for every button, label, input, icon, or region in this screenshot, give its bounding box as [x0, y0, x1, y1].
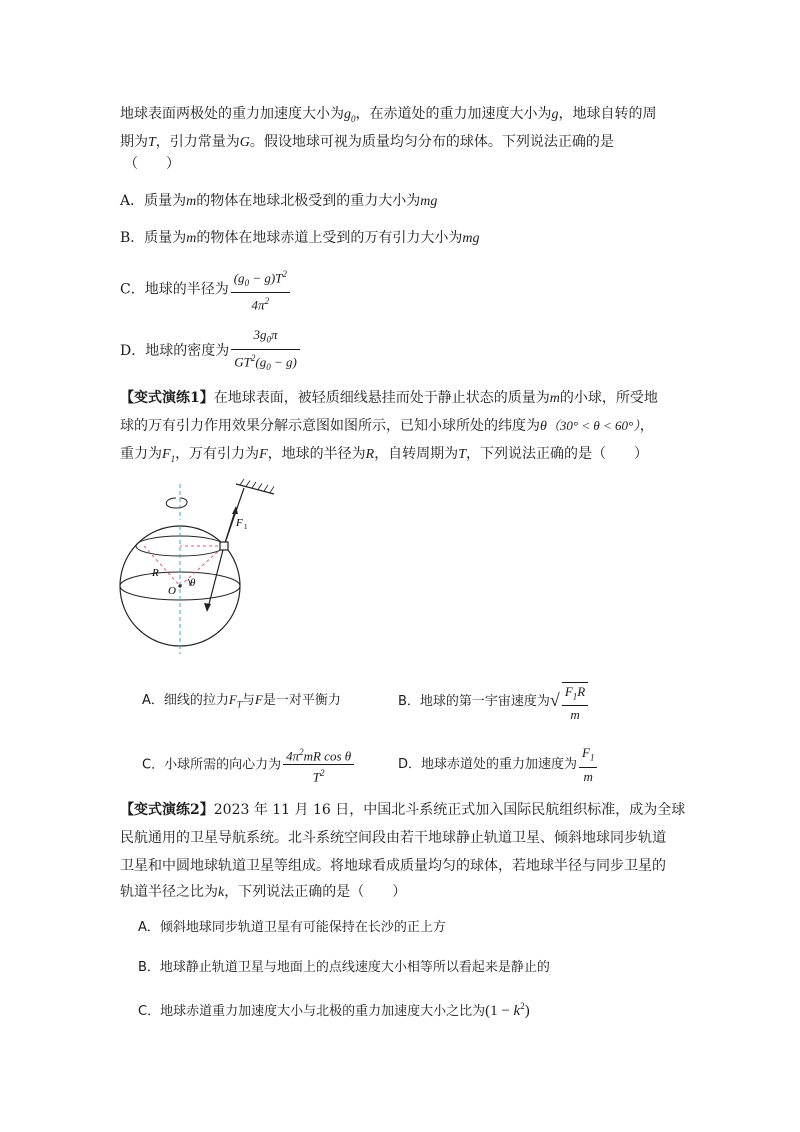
arrowhead-icon [204, 603, 211, 612]
text: 轨道半径之比为 [120, 884, 218, 900]
text: 2023 年 11 月 16 日，中国北斗系统正式加入国际民航组织标准，成为全球 [213, 802, 686, 818]
variant2-option-a[interactable]: A．倾斜地球同步轨道卫星有可能保持在长沙的正上方 [138, 920, 446, 935]
text: C．地球的半径为 [120, 281, 229, 298]
ball [220, 542, 228, 550]
text: ，下列说法正确的是（ ） [224, 884, 407, 900]
formula-first-cosmic-velocity: √ $\frac{F_1R}{m}$ [550, 680, 588, 723]
text: 重力为 [120, 446, 162, 462]
symbol-m: m [186, 194, 197, 209]
variant1-line3 [120, 444, 648, 469]
text: C．地球赤道重力加速度大小与北极的重力加速度大小之比为 [138, 1004, 486, 1019]
formula-equator-gravity: $\frac{F_1}{m}$ [579, 744, 597, 785]
symbol-m: m [549, 391, 560, 406]
earth-force-diagram [114, 476, 294, 656]
text: ，引力常量为 [155, 134, 240, 150]
text: ， [639, 418, 654, 434]
text: ，下列说法正确的是（ ） [465, 446, 648, 462]
formula-ratio: $(1 - k^2)$ [485, 1001, 530, 1019]
formula-radius: $\frac{(g_0 - g)T^2}{4\pi^2}$ [231, 266, 290, 313]
text: 球的万有引力作用效果分解示意图如图所示，已知小球所处的纬度为 [120, 418, 540, 434]
text: 与 [241, 693, 255, 708]
label-F1: F [236, 517, 243, 529]
text: ，地球自转的周 [558, 106, 657, 122]
variant1-line1 [120, 388, 658, 409]
text: C．小球所需的向心力为 [142, 757, 282, 773]
symbol-F1: $F_1$ [162, 447, 176, 464]
text: B．地球的第一宇宙速度为 [398, 694, 550, 710]
text: ，地球的半径为 [267, 446, 366, 462]
variant1-option-b[interactable] [398, 680, 588, 723]
text: ，自转周期为 [374, 446, 459, 462]
variant2-option-c[interactable] [138, 996, 530, 1022]
symbol-g0: $g_0$ [344, 107, 356, 124]
symbol-m: m [186, 231, 197, 246]
variant2-line3: 卫星和中圆地球轨道卫星等组成。将地球看成质量均匀的球体，若地球半径与同步卫星的 [120, 858, 666, 874]
text: F [162, 447, 171, 462]
problem-option-a[interactable] [120, 191, 437, 212]
ceiling-hatch [240, 479, 274, 493]
cone-line [144, 546, 180, 586]
label-theta: θ [190, 577, 196, 589]
text: ，万有引力为 [175, 446, 260, 462]
variant1-line2 [120, 416, 654, 437]
text: D．地球赤道处的重力加速度为 [398, 756, 578, 772]
variant2-tag: 【变式演练2】 [120, 802, 214, 818]
variant1-option-c[interactable] [142, 744, 354, 784]
text: ，在赤道处的重力加速度大小为 [355, 106, 552, 122]
radius-line [180, 546, 224, 586]
problem-answer-blank: （ ） [124, 156, 180, 172]
text: A．细线的拉力 [142, 693, 229, 708]
ceiling [236, 484, 274, 494]
symbol-R: R [365, 447, 375, 462]
problem-option-b[interactable] [120, 228, 480, 249]
text: A．质量为 [120, 193, 187, 209]
problem-option-c[interactable] [120, 266, 290, 313]
symbol-theta: θ [540, 419, 547, 434]
variant2-line1 [120, 800, 685, 820]
variant2-line2: 民航通用的卫星导航系统。北斗系统空间段由若干地球静止轨道卫星、倾斜地球同步轨道 [120, 830, 666, 846]
symbol-F: F [254, 692, 263, 707]
symbol-k: k [218, 885, 225, 900]
text: g [344, 107, 351, 122]
label-R: R [152, 567, 159, 579]
text: 地球表面两极处的重力加速度大小为 [120, 106, 344, 122]
symbol-T: T [148, 135, 156, 150]
problem-option-d[interactable] [120, 326, 300, 372]
symbol-F: F [259, 447, 268, 462]
formula-density: $\frac{3g_0\pi}{GT^2(g_0 - g)}$ [231, 326, 300, 376]
symbol-FT: $F_T$ [228, 692, 242, 710]
text: F [228, 692, 237, 707]
symbol-g: g [551, 107, 559, 122]
formula-centripetal-force: $\frac{4\pi^2mR \cos \theta}{T^2}$ [283, 744, 354, 786]
text: 在地球表面，被轻质细线悬挂而处于静止状态的质量为 [213, 390, 550, 406]
text: 的物体在地球北极受到的重力大小为 [196, 193, 421, 209]
text: 的小球，所受地 [559, 390, 658, 406]
text: 的物体在地球赤道上受到的万有引力大小为 [196, 230, 463, 246]
problem-stem-line1 [120, 104, 657, 129]
text: 期为 [120, 134, 148, 150]
variant1-option-d[interactable] [398, 744, 597, 784]
variant1-option-a[interactable] [142, 690, 341, 715]
problem-stem-line2 [120, 132, 614, 153]
text: 。假设地球可视为质量均匀分布的球体。下列说法正确的是 [249, 134, 614, 150]
variant2-line4 [120, 882, 406, 903]
label-F1-sub: 1 [244, 523, 248, 531]
rotation-arrow-icon [166, 498, 187, 508]
text: B．质量为 [120, 230, 187, 246]
text: D．地球的密度为 [120, 342, 230, 359]
label-O: O [168, 585, 176, 597]
symbol-T: T [458, 447, 466, 462]
variant2-option-b[interactable]: B．地球静止轨道卫星与地面上的点线速度大小相等所以看起来是静止的 [138, 960, 550, 975]
text: 是一对平衡力 [262, 693, 341, 708]
symbol-G: G [239, 135, 250, 150]
symbol-mg: mg [420, 194, 438, 209]
gravity-arrow [208, 546, 224, 608]
symbol-mg: mg [462, 231, 480, 246]
latitude-range: （30° < θ < 60°） [546, 418, 640, 433]
center-point [178, 584, 181, 587]
variant1-tag: 【变式演练1】 [120, 390, 214, 406]
